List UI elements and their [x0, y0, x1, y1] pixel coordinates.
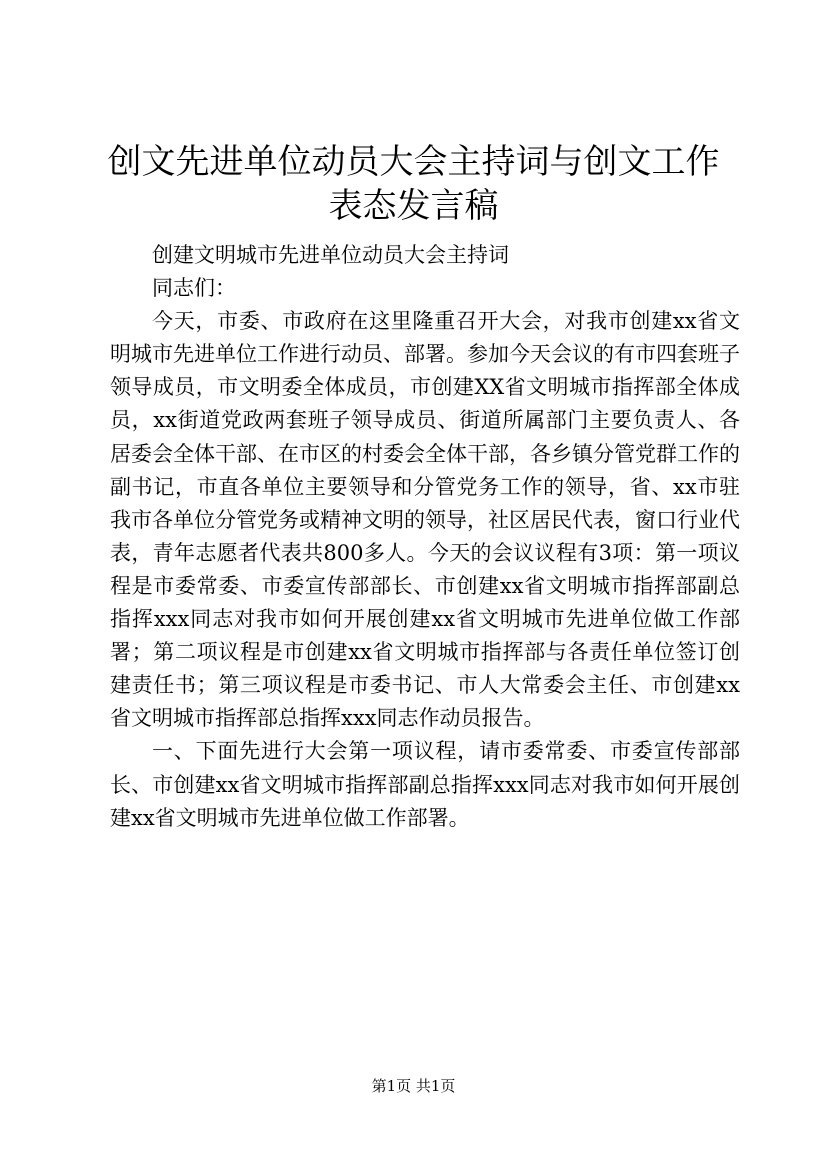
document-body: [110, 239, 740, 835]
paragraph-opening: 今天，市委、市政府在这里隆重召开大会，对我市创建xx省文明城市先进单位工作进行动员、部署。参加今天会议的有市四套班子领导成员，市文明委全体成员，市创建XX省文明城市指挥部全体成员，xx街道党政两套班子领导成员、街道所属部门主要负责人、各居委会全体干部、在市区的村委会全体干部，各乡镇分管党群工作的副书记，市直各单位主要领导和分管党务工作的领导，省、xx市驻我市各单位分管党务或精神文明的领导，社区居民代表，窗口行业代表，青年志愿者代表共800多人。今天的会议议程有3项：第一项议程是市委常委、市委宣传部部长、市创建xx省文明城市指挥部副总指挥xxx同志对我市如何开展创建xx省文明城市先进单位做工作部署；第二项议程是市创建xx省文明城市指挥部与各责任单位签订创建责任书；第三项议程是市委书记、市人大常委会主任、市创建xx省文明城市指挥部总指挥xxx同志作动员报告。: [110, 309, 740, 731]
paragraph-heading: 创建文明城市先进单位动员大会主持词: [152, 243, 509, 267]
document-title: 创文先进单位动员大会主持词与创文工作表态发言稿: [107, 142, 720, 226]
paragraph-agenda-one: 一、下面先进行大会第一项议程，请市委常委、市委宣传部部长、市创建xx省文明城市指挥部副总指挥xxx同志对我市如何开展创建xx省文明城市先进单位做工作部署。: [110, 739, 740, 830]
paragraph-salutation: 同志们：: [152, 276, 236, 301]
page-footer: 第1页 共1页: [371, 1077, 456, 1095]
